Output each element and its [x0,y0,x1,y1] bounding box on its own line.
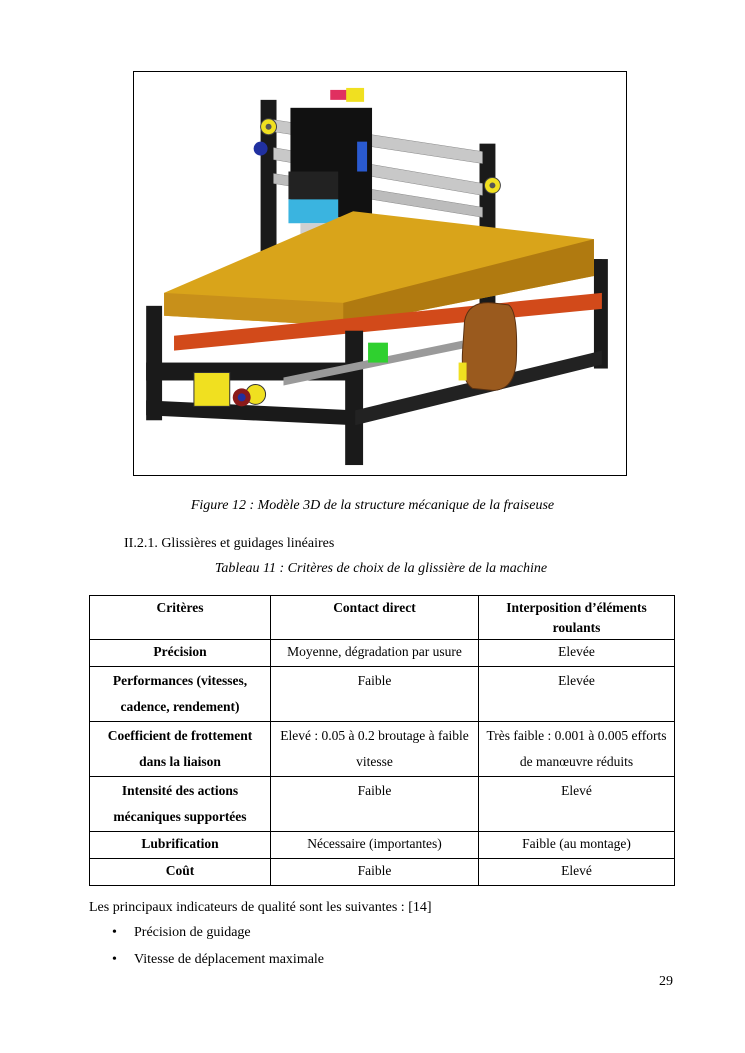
list-item [110,952,324,979]
row-label: Lubrification [90,832,271,859]
header-contact-direct: Contact direct [271,596,479,640]
cell-contact-direct: Faible [271,667,479,722]
table-row [90,859,675,886]
cell-elements-roulants: Elevée [479,667,675,722]
cell-contact-direct: Moyenne, dégradation par usure [271,640,479,667]
page-number: 29 [659,974,673,989]
bullet-icon: • [112,952,117,967]
row-label: Coût [90,859,271,886]
body-paragraph: Les principaux indicateurs de qualité sont les suivantes : [14] [89,900,432,915]
list-item-text: Précision de guidage [134,925,251,940]
cell-elements-roulants: Faible (au montage) [479,832,675,859]
row-label: Coefficient de frottement dans la liaison [90,722,271,777]
table-row [90,777,675,832]
table-header-row [90,596,675,640]
header-elements-roulants: Interposition d’éléments roulants [479,596,675,640]
row-label: Performances (vitesses, cadence, rendement) [90,667,271,722]
cell-contact-direct: Faible [271,777,479,832]
section-heading: II.2.1. Glissières et guidages linéaires [124,536,335,551]
figure-frame [133,71,627,476]
cell-contact-direct: Faible [271,859,479,886]
row-label: Précision [90,640,271,667]
row-label: Intensité des actions mécaniques supportées [90,777,271,832]
list-item-text: Vitesse de déplacement maximale [134,952,325,967]
criteria-table [89,595,675,886]
cell-elements-roulants: Très faible : 0.001 à 0.005 efforts de manœuvre réduits [479,722,675,777]
list-item [110,925,324,952]
table-row [90,832,675,859]
cell-elements-roulants: Elevée [479,640,675,667]
cell-contact-direct: Elevé : 0.05 à 0.2 broutage à faible vitesse [271,722,479,777]
cell-elements-roulants: Elevé [479,859,675,886]
table-row [90,667,675,722]
cnc-machine-illustration [134,72,626,475]
bullet-list [110,925,324,979]
header-criteres: Critères [90,596,271,640]
table-caption: Tableau 11 : Critères de choix de la glissière de la machine [214,561,548,576]
figure-caption: Figure 12 : Modèle 3D de la structure mécanique de la fraiseuse [190,498,555,513]
bullet-icon: • [112,925,117,940]
table-row [90,640,675,667]
cell-elements-roulants: Elevé [479,777,675,832]
table-row [90,722,675,777]
cell-contact-direct: Nécessaire (importantes) [271,832,479,859]
